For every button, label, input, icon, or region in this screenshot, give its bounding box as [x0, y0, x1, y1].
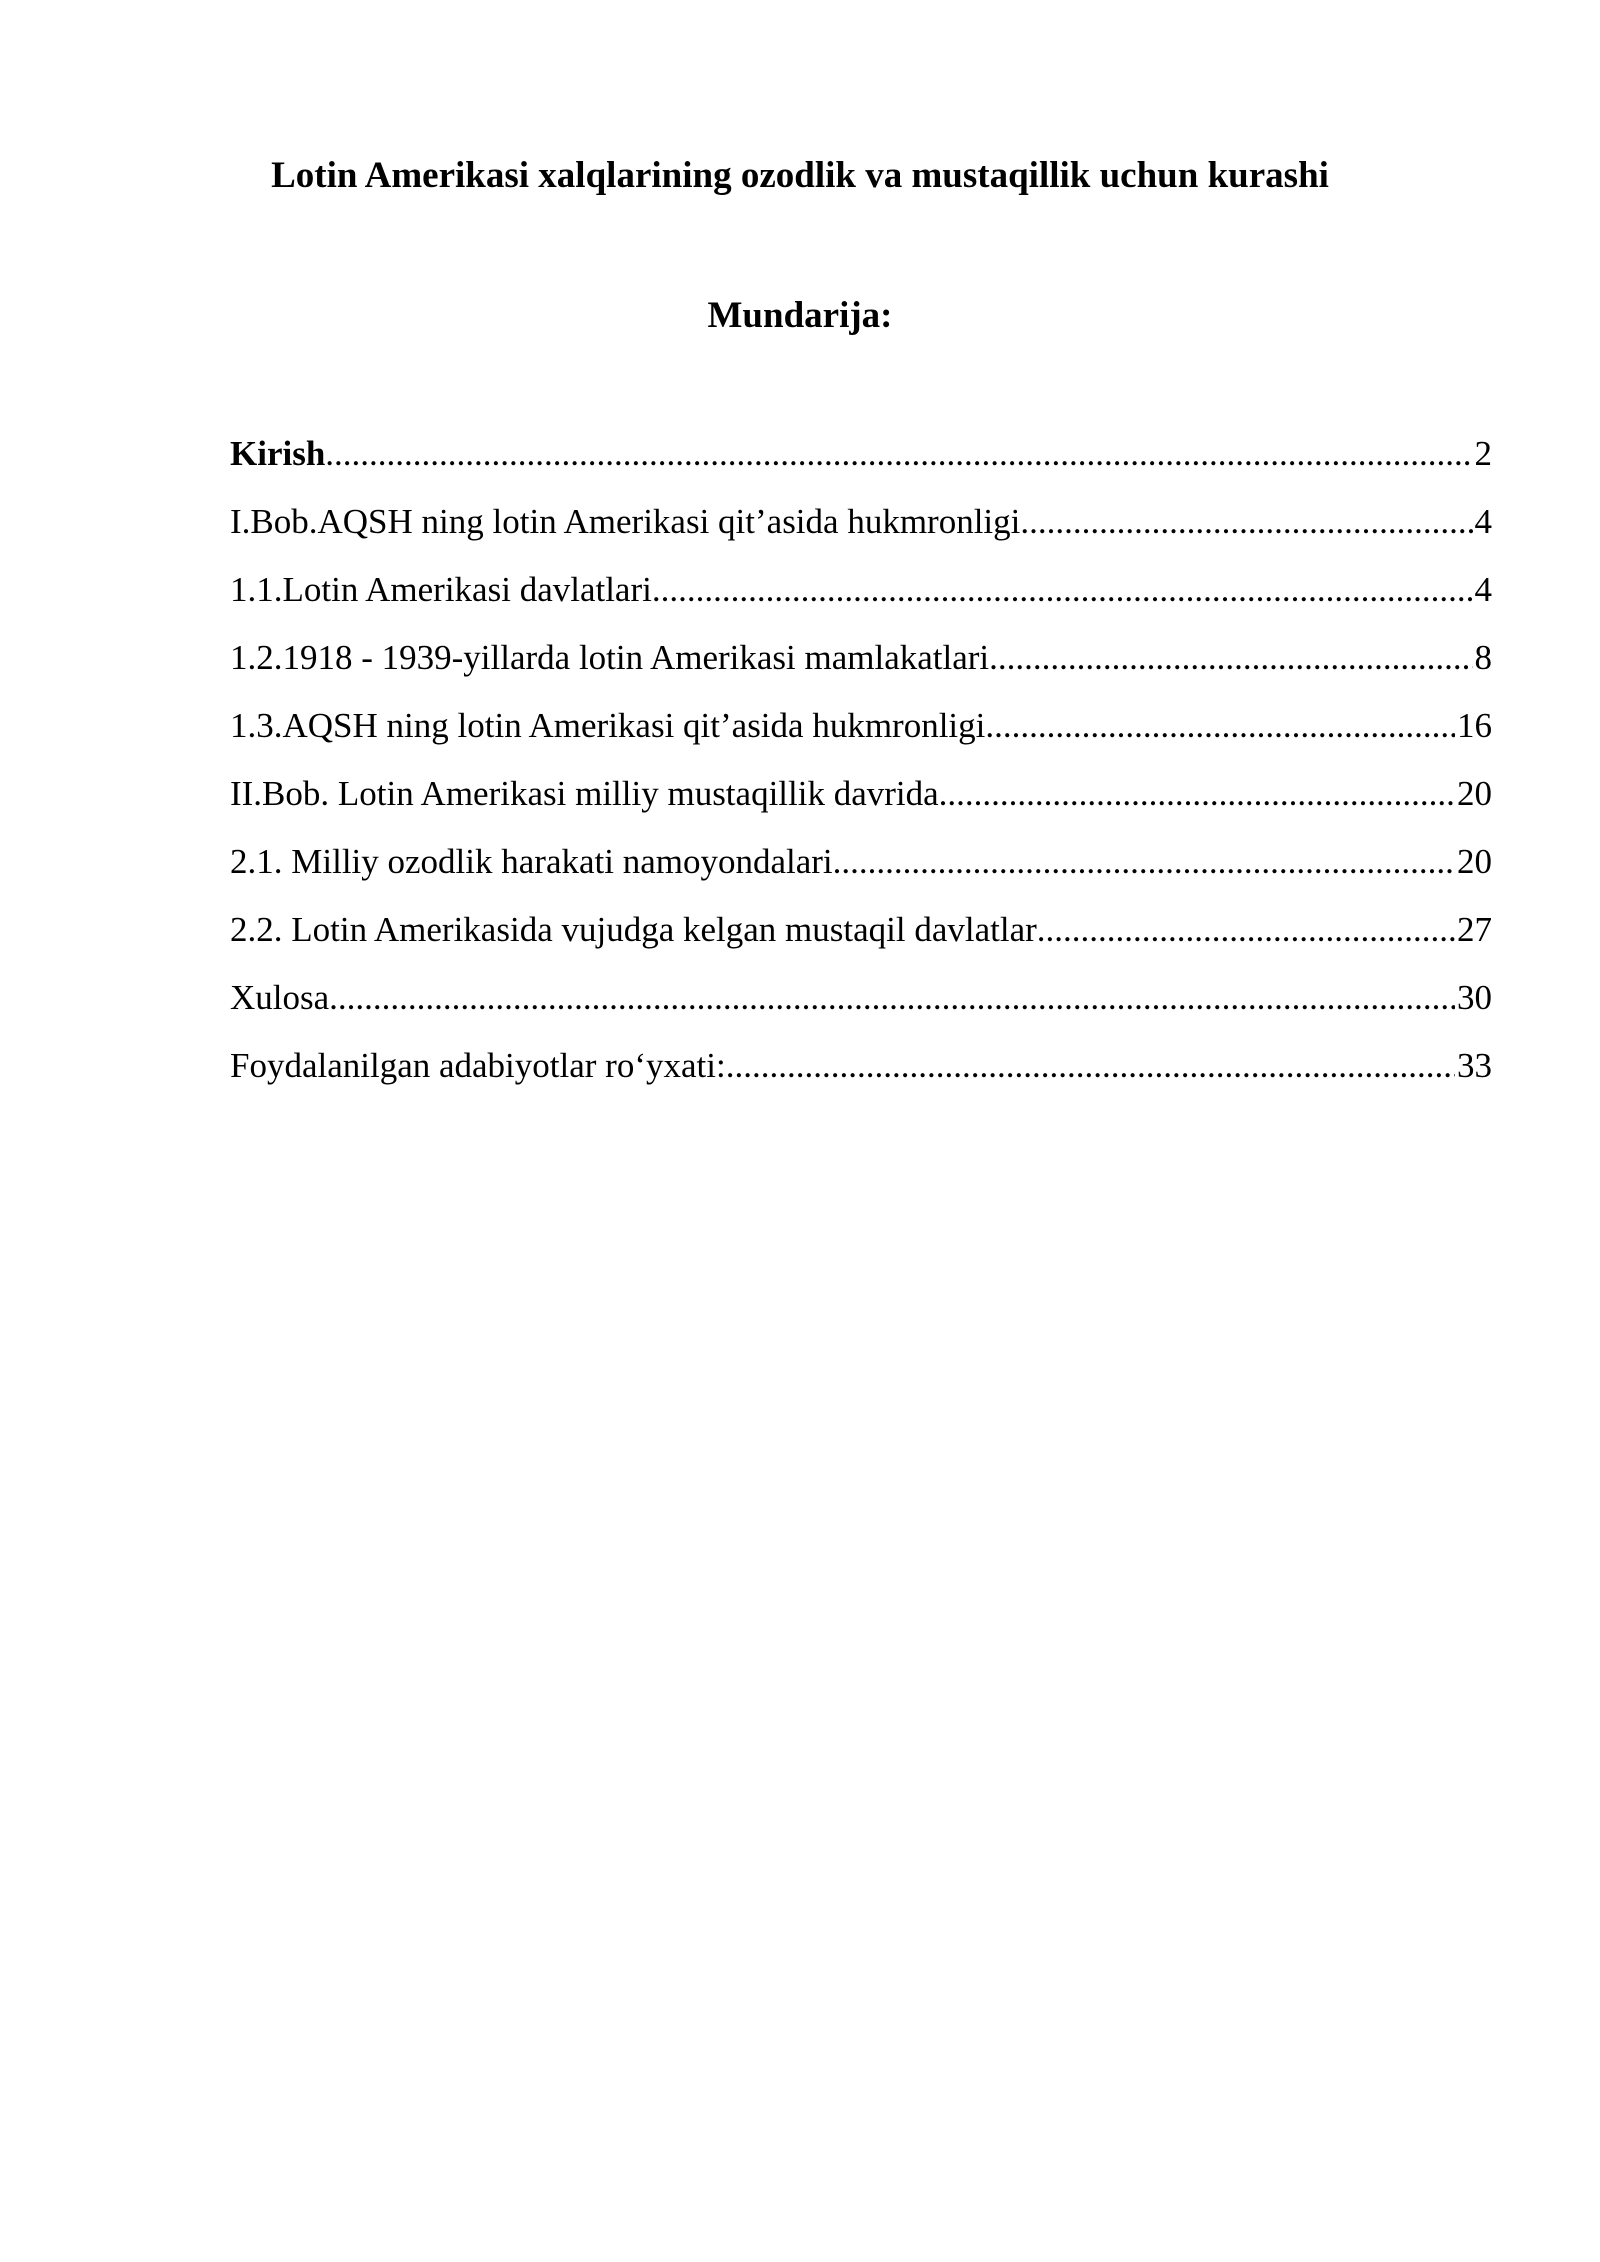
toc-entry-label: 2.2. Lotin Amerikasida vujudga kelgan mustaqil davlatlar: [230, 910, 1037, 949]
toc-entry-label: 1.1.Lotin Amerikasi davlatlari: [230, 570, 652, 609]
toc-dot-leader: [325, 428, 1472, 480]
toc-entry-page: 16: [1457, 706, 1492, 745]
toc-entry-bibliography: [230, 1040, 1492, 1108]
toc-entry-page: 8: [1474, 638, 1492, 677]
toc-entry-label: Foydalanilgan adabiyotlar ro‘yxati:: [230, 1046, 726, 1085]
toc-entry-label: 1.3.AQSH ning lotin Amerikasi qit’asida hukmronligi: [230, 706, 986, 745]
toc-entry-xulosa: [230, 972, 1492, 1040]
toc-entry-label: 1.2.1918 - 1939-yillarda lotin Amerikasi mamlakatlari: [230, 638, 990, 677]
toc-entry-section-2-1: [230, 836, 1492, 904]
toc-entry-label: Xulosa: [230, 978, 330, 1017]
toc-entry-label: II.Bob. Lotin Amerikasi milliy mustaqillik davrida: [230, 774, 939, 813]
toc-dot-leader: [1020, 496, 1472, 548]
toc-entry-chapter-1: [230, 496, 1492, 564]
toc-entry-page: 20: [1457, 774, 1492, 813]
toc-entry-section-1-2: [230, 632, 1492, 700]
toc-entry-label: I.Bob.AQSH ning lotin Amerikasi qit’asida hukmronligi: [230, 502, 1021, 541]
toc-entry-section-1-3: [230, 700, 1492, 768]
toc-entry-label: Kirish: [230, 434, 326, 473]
toc-entry-page: 33: [1457, 1046, 1492, 1085]
toc-entry-chapter-2: [230, 768, 1492, 836]
toc-entry-label: 2.1. Milliy ozodlik harakati namoyondalari: [230, 842, 833, 881]
toc-entry-page: 4: [1474, 570, 1492, 609]
toc-dot-leader: [726, 1040, 1455, 1092]
toc-dot-leader: [329, 972, 1455, 1024]
document-title: Lotin Amerikasi xalqlarining ozodlik va mustaqillik uchun kurashi: [271, 155, 1329, 196]
toc-entry-page: 20: [1457, 842, 1492, 881]
toc-entry-section-2-2: [230, 904, 1492, 972]
toc-dot-leader: [985, 700, 1455, 752]
toc-dot-leader: [939, 768, 1455, 820]
toc-entry-kirish: [230, 428, 1492, 496]
toc-heading: Mundarija:: [707, 295, 893, 336]
toc-entry-page: 30: [1457, 978, 1492, 1017]
toc-entry-section-1-1: [230, 564, 1492, 632]
toc-entry-page: 4: [1474, 502, 1492, 541]
toc-dot-leader: [652, 564, 1473, 616]
toc-dot-leader: [989, 632, 1472, 684]
toc-dot-leader: [1037, 904, 1455, 956]
toc-entry-page: 27: [1457, 910, 1492, 949]
toc-entry-page: 2: [1474, 434, 1492, 473]
table-of-contents: [230, 428, 1492, 1108]
toc-dot-leader: [833, 836, 1455, 888]
